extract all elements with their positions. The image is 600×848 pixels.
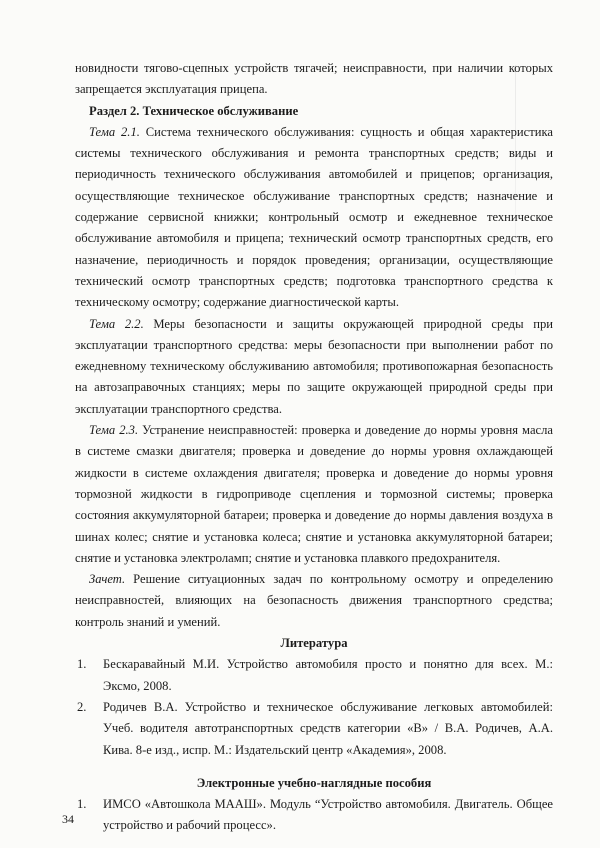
page-number: 34 — [62, 812, 74, 826]
paragraph-topic-2-1 — [75, 122, 553, 314]
topic-label: Тема 2.3. — [89, 423, 139, 438]
paragraph-topic-2-3 — [75, 420, 553, 569]
list-number: 2. — [77, 699, 87, 714]
list-number: 1. — [77, 797, 87, 812]
topic-label: Тема 2.1. — [89, 124, 140, 139]
list-text: Бескаравайный М.И. Устройство автомобиля просто и понятно для всех. М.: Эксмо, 2008. — [103, 657, 553, 693]
spacer — [75, 761, 553, 773]
list-number: 1. — [77, 657, 87, 672]
topic-text: Система технического обслуживания: сущность и общая характеристика системы технического обслуживания и ремонта транспортных средств; виды и периодичность технического обслуживания автомобилей и прицепов; организация, осуществляющие техническое обслуживание транспортных средств; назначение и содержание сервисной книжки; контрольный осмотр и ежедневное техническое обслуживание автомобиля и прицепа; технический осмотр транспортных средств, его назначение, периодичность и порядок проведения; организации, осуществляющие технический осмотр транспортных средств; подготовка транспортного средства к техническому осмотру; содержание диагностической карты. — [75, 124, 554, 310]
paragraph-topic-2-2 — [75, 314, 553, 420]
paragraph-continuation: новидности тягово-сцепных устройств тягачей; неисправности, при наличии которых запрещается эксплуатация прицепа. — [75, 61, 553, 97]
topic-label: Тема 2.2. — [89, 316, 144, 331]
list-text: ИМСО «Автошкола МААШ». Модуль “Устройство автомобиля. Двигатель. Общее устройство и рабочий процесс». — [103, 797, 553, 833]
zachet-label: Зачет. — [89, 572, 126, 587]
paragraph-zachet — [75, 569, 553, 633]
list-text: Родичев В.А. Устройство и техническое обслуживание легковых автомобилей: Учеб. водителя автотранспортных средств категории «В» / В.А. Родичев, А.А. Кива. 8-е изд., испр. М.: Издательский центр «Академия», 2008. — [103, 699, 553, 757]
topic-text: Устранение неисправностей: проверка и доведение до нормы уровня масла в системе смазки двигателя; проверка и доведение до нормы уровня охлаждающей жидкости в системе охлаждения двигателя; проверка и доведение до нормы уровня тормозной жидкости в гидроприводе сцепления и тормозной системы; проверка состояния аккумуляторной батареи; проверка и доведение до нормы давления воздуха в шинах колес; снятие и установка колеса; снятие и установка аккумуляторной батареи; снятие и установка электроламп; снятие и установка плавкого предохранителя. — [75, 423, 553, 565]
literature-item — [75, 654, 553, 697]
literature-heading: Литература — [280, 636, 348, 651]
body-text — [75, 58, 553, 837]
section-title: Раздел 2. Техническое обслуживание — [89, 103, 299, 118]
electronic-heading: Электронные учебно-наглядные пособия — [196, 775, 432, 790]
zachet-text: Решение ситуационных задач по контрольному осмотру и определению неисправностей, влияющих на безопасность движения транспортного средства; контроль знаний и умений. — [75, 572, 553, 629]
topic-text: Меры безопасности и защиты окружающей природной среды при эксплуатации транспортного средства: меры безопасности при выполнении работ по ежедневному техническому обслуживанию автомобиля; противопожарная безопасность на автозаправочных станциях; меры по защите окружающей природной среды при эксплуатации транспортного средства. — [75, 316, 553, 416]
electronic-item — [75, 794, 553, 837]
literature-item — [75, 697, 553, 761]
